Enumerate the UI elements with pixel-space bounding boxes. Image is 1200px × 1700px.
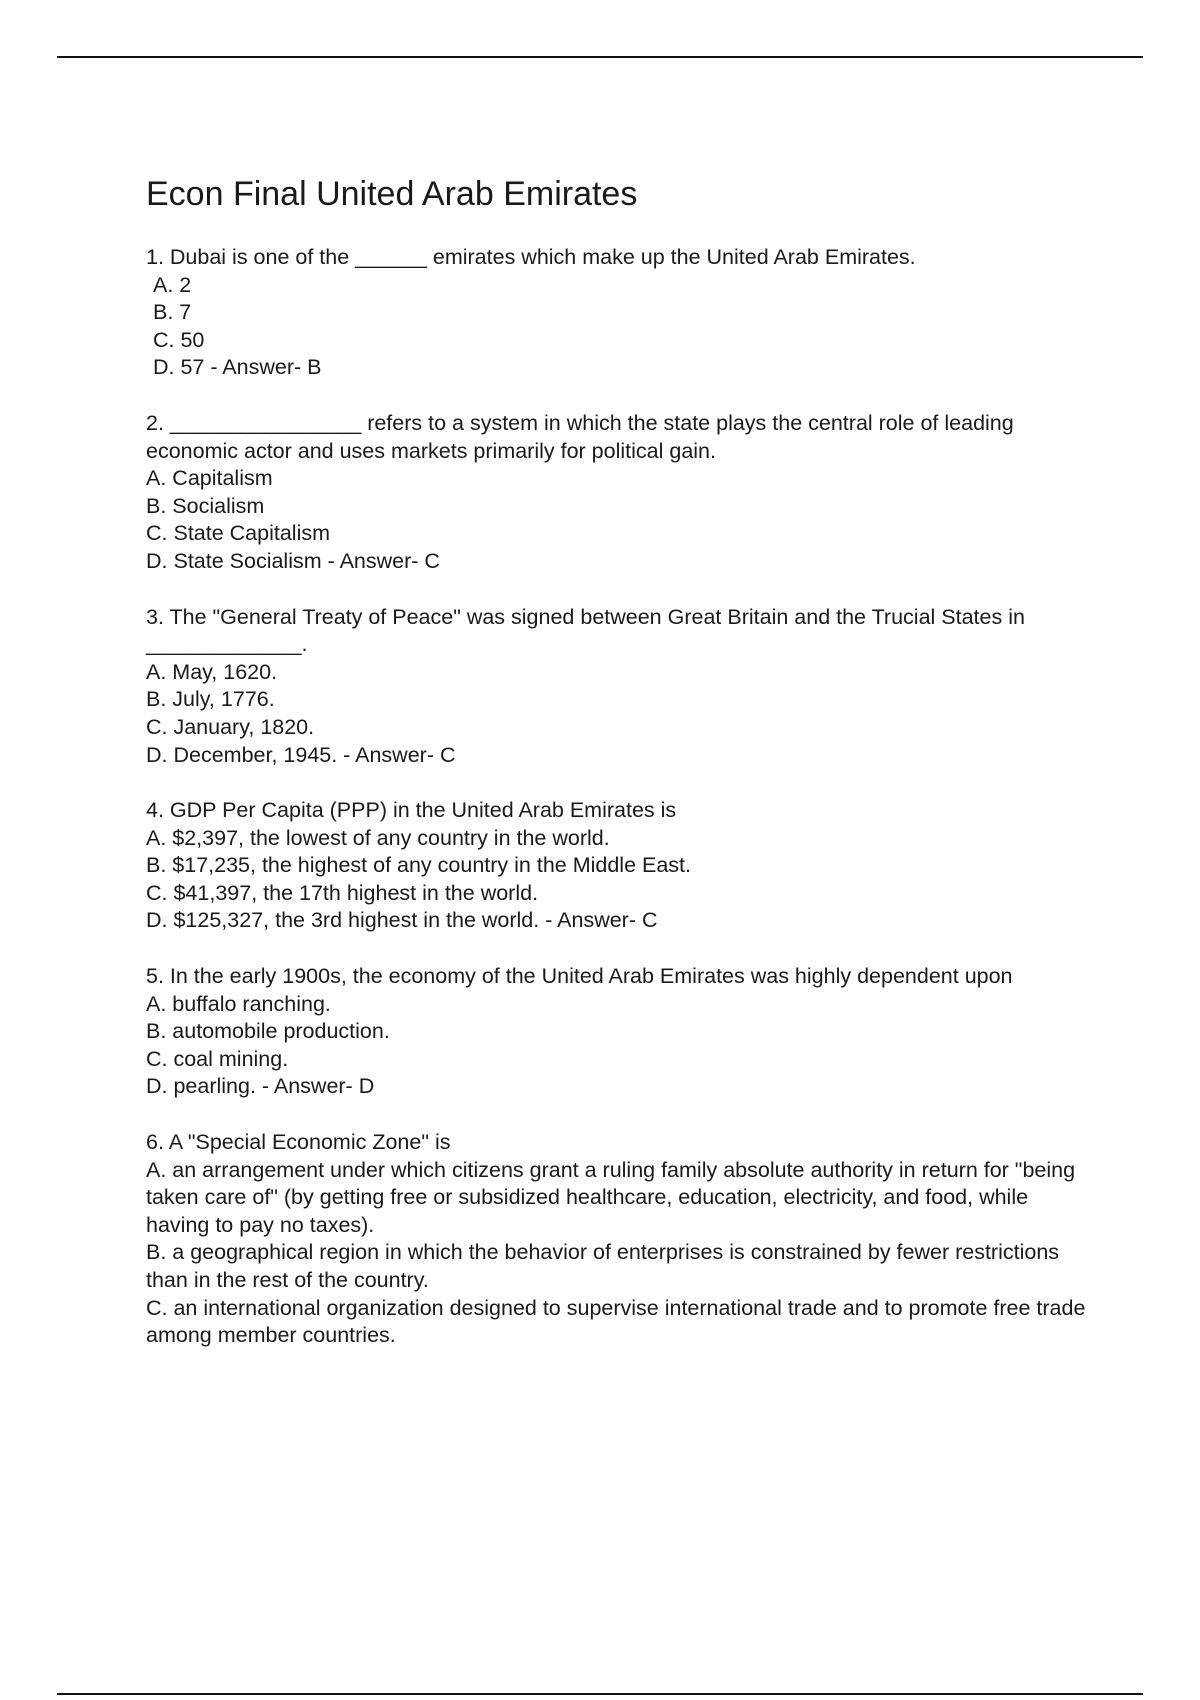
question-3 (146, 604, 1086, 770)
option-a: A. May, 1620. (146, 659, 278, 684)
question-text: 1. Dubai is one of the ______ emirates which make up the United Arab Emirates. (146, 245, 916, 269)
question-text: 5. In the early 1900s, the economy of the United Arab Emirates was highly dependent upon (146, 964, 1013, 989)
question-2 (146, 410, 1086, 576)
option-c: C. coal mining. (146, 1046, 289, 1071)
option-b: B. 7 (153, 300, 192, 325)
option-d: D. December, 1945. - Answer- C (146, 742, 456, 767)
footer-rule (57, 1693, 1143, 1695)
question-1 (146, 244, 1086, 382)
option-a: A. buffalo ranching. (146, 991, 331, 1016)
option-c: C. January, 1820. (146, 714, 315, 739)
question-text: 4. GDP Per Capita (PPP) in the United Arab Emirates is (146, 798, 677, 823)
option-b: B. Socialism (146, 493, 265, 518)
question-4 (146, 797, 1086, 935)
question-text: 6. A "Special Economic Zone" is (146, 1130, 451, 1155)
question-text: 3. The "General Treaty of Peace" was signed between Great Britain and the Trucial States in _____________. (146, 604, 1031, 657)
option-b: B. July, 1776. (146, 687, 275, 712)
page-title: Econ Final United Arab Emirates (146, 175, 638, 213)
question-6 (146, 1129, 1092, 1350)
document-body (146, 170, 1092, 1378)
option-a: A. Capitalism (146, 466, 273, 491)
option-c: C. State Capitalism (146, 521, 331, 546)
option-a: A. 2 (153, 272, 192, 297)
option-c: C. 50 (153, 327, 205, 352)
option-c: C. $41,397, the 17th highest in the world. (146, 880, 539, 905)
option-c: C. an international organization designed to supervise international trade and to promote free trade among member countries. (146, 1295, 1092, 1348)
option-b: B. automobile production. (146, 1019, 390, 1044)
option-b: B. $17,235, the highest of any country in the Middle East. (146, 853, 692, 878)
question-text: 2. ________________ refers to a system in which the state plays the central role of leading economic actor and uses markets primarily for political gain. (146, 410, 1020, 463)
option-d: D. pearling. - Answer- D (146, 1074, 375, 1099)
option-d: D. $125,327, the 3rd highest in the world. - Answer- C (146, 908, 658, 933)
option-d: D. State Socialism - Answer- C (146, 548, 440, 573)
header-rule (57, 56, 1143, 58)
option-d: D. 57 - Answer- B (153, 355, 322, 380)
option-a: A. an arrangement under which citizens grant a ruling family absolute authority in return for "being taken care of" (by getting free or subsidized healthcare, education, electricity, and food, while having to pay no taxes). (146, 1157, 1082, 1237)
option-a: A. $2,397, the lowest of any country in the world. (146, 825, 610, 850)
option-b: B. a geographical region in which the behavior of enterprises is constrained by fewer restrictions than in the rest of the country. (146, 1240, 1066, 1292)
question-5 (146, 963, 1086, 1101)
